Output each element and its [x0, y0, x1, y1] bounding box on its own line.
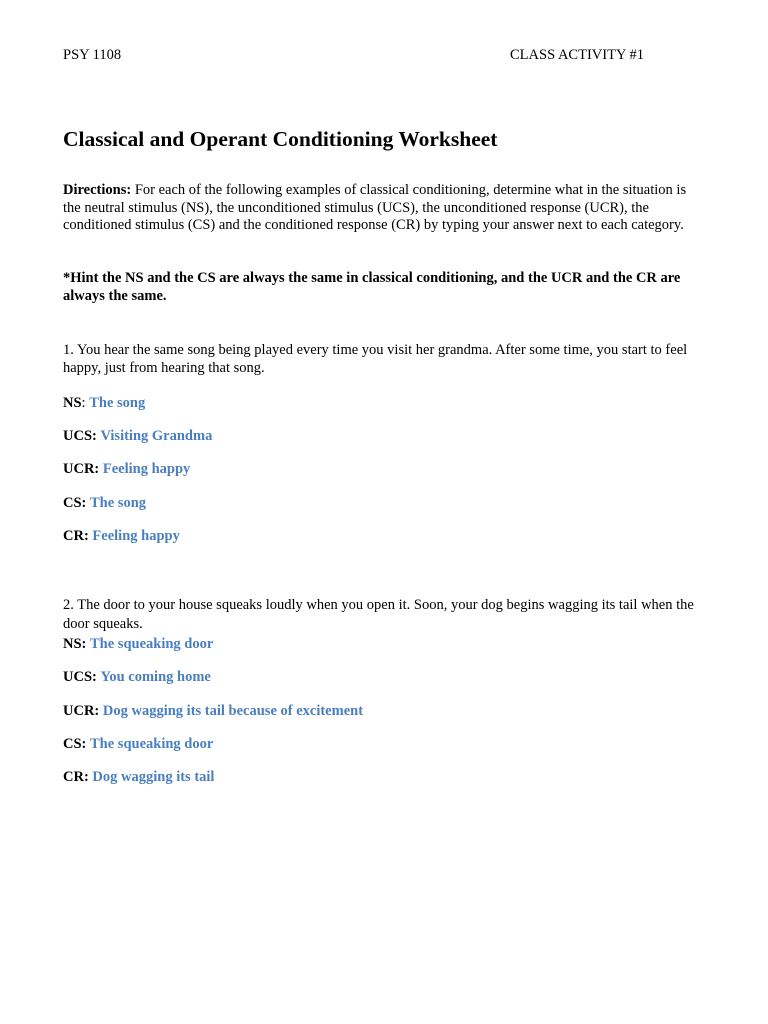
answer-value[interactable]: The squeaking door — [90, 736, 214, 752]
q1-answer-cs — [63, 495, 146, 512]
answer-label: UCS: — [63, 669, 97, 685]
q1-answer-ns — [63, 395, 145, 412]
answer-value[interactable]: Feeling happy — [102, 461, 191, 477]
q2-answer-cr — [63, 769, 214, 786]
answer-label: CS: — [63, 495, 87, 511]
answer-value[interactable]: Dog wagging its tail because of excitement — [102, 703, 364, 719]
answer-value[interactable]: The squeaking door — [90, 636, 214, 652]
hint-paragraph: *Hint the NS and the CS are always the same in classical conditioning, and the UCR and the CR are always the same. — [63, 270, 681, 304]
q1-answer-cr — [63, 528, 180, 545]
q2-answer-ucs — [63, 669, 211, 686]
answer-label: NS — [63, 395, 82, 411]
answer-value[interactable]: The song — [90, 495, 147, 511]
answer-label: CR: — [63, 528, 89, 544]
answer-label: UCR: — [63, 703, 100, 719]
answer-value[interactable]: You coming home — [100, 669, 211, 685]
directions-text: For each of the following examples of classical conditioning, determine what in the situation is the neutral stimulus (NS), the unconditioned stimulus (UCS), the unconditioned response (UCR), the conditioned stimulus (CS) and the conditioned response (CR) by typing your answer next to each category. — [63, 182, 687, 233]
answer-value[interactable]: Dog wagging its tail — [92, 769, 215, 785]
page-title: Classical and Operant Conditioning Worksheet — [63, 127, 498, 151]
q2-answer-ns — [63, 636, 213, 653]
q2-answer-ucr — [63, 703, 363, 720]
answer-value[interactable]: The song — [89, 395, 146, 411]
directions-paragraph — [63, 182, 703, 235]
answer-label: CS: — [63, 736, 87, 752]
q1-answer-ucr — [63, 461, 190, 478]
q2-answer-cs — [63, 736, 213, 753]
answer-label: CR: — [63, 769, 89, 785]
course-code: PSY 1108 — [63, 47, 122, 63]
answer-label: UCR: — [63, 461, 100, 477]
answer-value[interactable]: Visiting Grandma — [100, 428, 213, 444]
answer-label: NS: — [63, 636, 87, 652]
answer-value[interactable]: Feeling happy — [92, 528, 180, 544]
q1-answer-ucs — [63, 428, 212, 445]
directions-label: Directions: — [63, 182, 132, 198]
question-1-prompt: 1. You hear the same song being played every time you visit her grandma. After some time, you start to feel happy, just from hearing that song. — [63, 342, 688, 376]
answer-separator: : — [81, 395, 90, 411]
answer-label: UCS: — [63, 428, 97, 444]
question-2-prompt: 2. The door to your house squeaks loudly when you open it. Soon, your dog begins wagging its tail when the door squeaks. — [63, 597, 694, 632]
activity-label: CLASS ACTIVITY #1 — [510, 47, 644, 63]
